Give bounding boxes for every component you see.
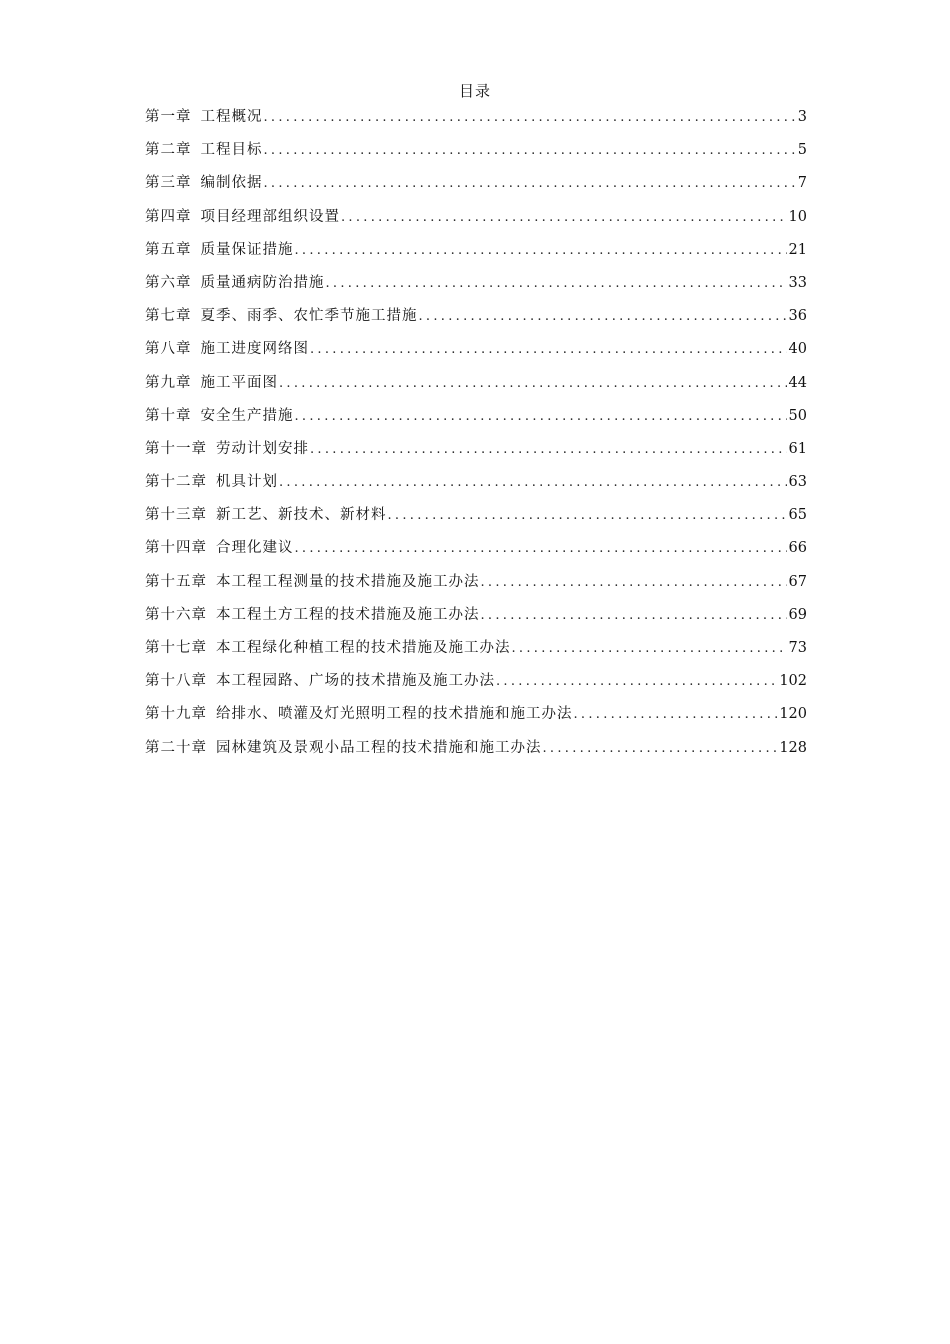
toc-chapter-number: 第六章 xyxy=(145,274,192,291)
toc-entry[interactable] xyxy=(145,140,807,173)
toc-page-number: 44 xyxy=(788,374,807,391)
toc-chapter-number: 第七章 xyxy=(145,308,192,325)
toc-chapter-number: 第八章 xyxy=(145,341,192,358)
toc-dot-leader xyxy=(310,440,787,460)
toc-page-number: 33 xyxy=(788,274,807,291)
toc-chapter-number: 第二章 xyxy=(145,142,192,159)
toc-entry[interactable] xyxy=(145,704,807,737)
toc-chapter-name: 工程目标 xyxy=(200,142,263,159)
toc-entry[interactable] xyxy=(145,538,807,571)
toc-dot-leader xyxy=(295,539,787,559)
toc-chapter-name: 项目经理部组织设置 xyxy=(200,208,340,225)
toc-entry[interactable] xyxy=(145,738,807,771)
toc-dot-leader xyxy=(264,174,796,194)
toc-dot-leader xyxy=(279,374,787,394)
toc-chapter-number: 第四章 xyxy=(145,208,192,225)
toc-dot-leader xyxy=(419,307,787,327)
toc-chapter-name: 工程概况 xyxy=(200,109,263,125)
toc-dot-leader xyxy=(295,241,787,261)
toc-chapter-name: 本工程园路、广场的技术措施及施工办法 xyxy=(216,673,495,690)
toc-page-number: 36 xyxy=(788,308,807,325)
toc-entry[interactable] xyxy=(145,638,807,671)
toc-dot-leader xyxy=(496,672,777,692)
toc-dot-leader xyxy=(310,340,787,360)
toc-dot-leader xyxy=(279,473,787,493)
toc-dot-leader xyxy=(512,639,787,659)
toc-entry[interactable] xyxy=(145,273,807,306)
toc-page-number: 61 xyxy=(788,440,807,457)
toc-chapter-number: 第五章 xyxy=(145,241,192,258)
toc-chapter-number: 第十二章 xyxy=(145,474,207,491)
toc-entry[interactable] xyxy=(145,306,807,339)
toc-page-number: 69 xyxy=(788,606,807,623)
toc-chapter-name: 本工程土方工程的技术措施及施工办法 xyxy=(216,606,480,623)
toc-chapter-name: 本工程工程测量的技术措施及施工办法 xyxy=(216,573,480,590)
toc-dot-leader xyxy=(574,705,778,725)
toc-entry[interactable] xyxy=(145,373,807,406)
toc-entry[interactable] xyxy=(145,207,807,240)
toc-chapter-number: 第一章 xyxy=(145,109,192,125)
toc-page-number: 5 xyxy=(797,142,807,159)
toc-page-number: 128 xyxy=(779,739,807,756)
toc-chapter-name: 本工程绿化种植工程的技术措施及施工办法 xyxy=(216,640,511,656)
toc-chapter-number: 第十四章 xyxy=(145,540,207,557)
toc-chapter-number: 第十三章 xyxy=(145,507,207,524)
toc-page-number: 7 xyxy=(797,175,807,192)
toc-dot-leader xyxy=(295,407,787,427)
toc-chapter-name: 机具计划 xyxy=(216,474,278,491)
toc-entry[interactable] xyxy=(145,572,807,605)
toc-chapter-number: 第十一章 xyxy=(145,440,207,457)
toc-page-number: 65 xyxy=(788,507,807,524)
toc-chapter-name: 安全生产措施 xyxy=(200,407,294,424)
toc-dot-leader xyxy=(481,606,787,626)
toc-chapter-number: 第十九章 xyxy=(145,706,207,723)
toc-entry[interactable] xyxy=(145,107,807,140)
toc-chapter-name: 合理化建议 xyxy=(216,540,294,557)
toc-entry[interactable] xyxy=(145,240,807,273)
toc-page-number: 63 xyxy=(788,474,807,491)
toc-chapter-name: 质量保证措施 xyxy=(200,241,294,258)
toc-dot-leader xyxy=(543,739,778,759)
toc-chapter-name: 园林建筑及景观小品工程的技术措施和施工办法 xyxy=(216,739,542,756)
toc-chapter-number: 第十五章 xyxy=(145,573,207,590)
toc-page-number: 120 xyxy=(779,706,807,723)
toc-dot-leader xyxy=(341,208,787,228)
toc-chapter-name: 编制依据 xyxy=(200,175,263,192)
toc-entry[interactable] xyxy=(145,472,807,505)
toc-page-number: 3 xyxy=(797,109,807,125)
toc-dot-leader xyxy=(264,141,796,161)
toc-chapter-name: 质量通病防治措施 xyxy=(200,274,325,291)
toc-page-number: 67 xyxy=(788,573,807,590)
toc-page-number: 21 xyxy=(788,241,807,258)
toc-entry[interactable] xyxy=(145,406,807,439)
toc-dot-leader xyxy=(326,274,787,294)
toc-chapter-number: 第十六章 xyxy=(145,606,207,623)
toc-entry[interactable] xyxy=(145,339,807,372)
toc-entry[interactable] xyxy=(145,439,807,472)
toc-dot-leader xyxy=(481,573,787,593)
toc-chapter-number: 第二十章 xyxy=(145,739,207,756)
toc-entry[interactable] xyxy=(145,671,807,704)
toc-page-number: 73 xyxy=(788,640,807,656)
toc-dot-leader xyxy=(264,108,796,128)
toc-chapter-name: 施工平面图 xyxy=(200,374,278,391)
toc-entry[interactable] xyxy=(145,505,807,538)
toc-list xyxy=(145,107,807,771)
toc-chapter-number: 第十七章 xyxy=(145,640,207,656)
toc-chapter-name: 给排水、喷灌及灯光照明工程的技术措施和施工办法 xyxy=(216,706,573,723)
toc-entry[interactable] xyxy=(145,173,807,206)
toc-chapter-name: 劳动计划安排 xyxy=(216,440,309,457)
toc-page-number: 40 xyxy=(788,341,807,358)
toc-chapter-number: 第十八章 xyxy=(145,673,207,690)
toc-chapter-number: 第十章 xyxy=(145,407,192,424)
toc-chapter-number: 第三章 xyxy=(145,175,192,192)
toc-page-number: 50 xyxy=(788,407,807,424)
toc-dot-leader xyxy=(388,506,787,526)
toc-chapter-name: 新工艺、新技术、新材料 xyxy=(216,507,387,524)
toc-chapter-number: 第九章 xyxy=(145,374,192,391)
toc-page-number: 102 xyxy=(779,673,807,690)
toc-chapter-name: 夏季、雨季、农忙季节施工措施 xyxy=(200,308,418,325)
toc-page-number: 66 xyxy=(788,540,807,557)
toc-entry[interactable] xyxy=(145,605,807,638)
toc-page-number: 10 xyxy=(788,208,807,225)
toc-title: 目录 xyxy=(458,82,491,100)
toc-chapter-name: 施工进度网络图 xyxy=(200,341,309,358)
